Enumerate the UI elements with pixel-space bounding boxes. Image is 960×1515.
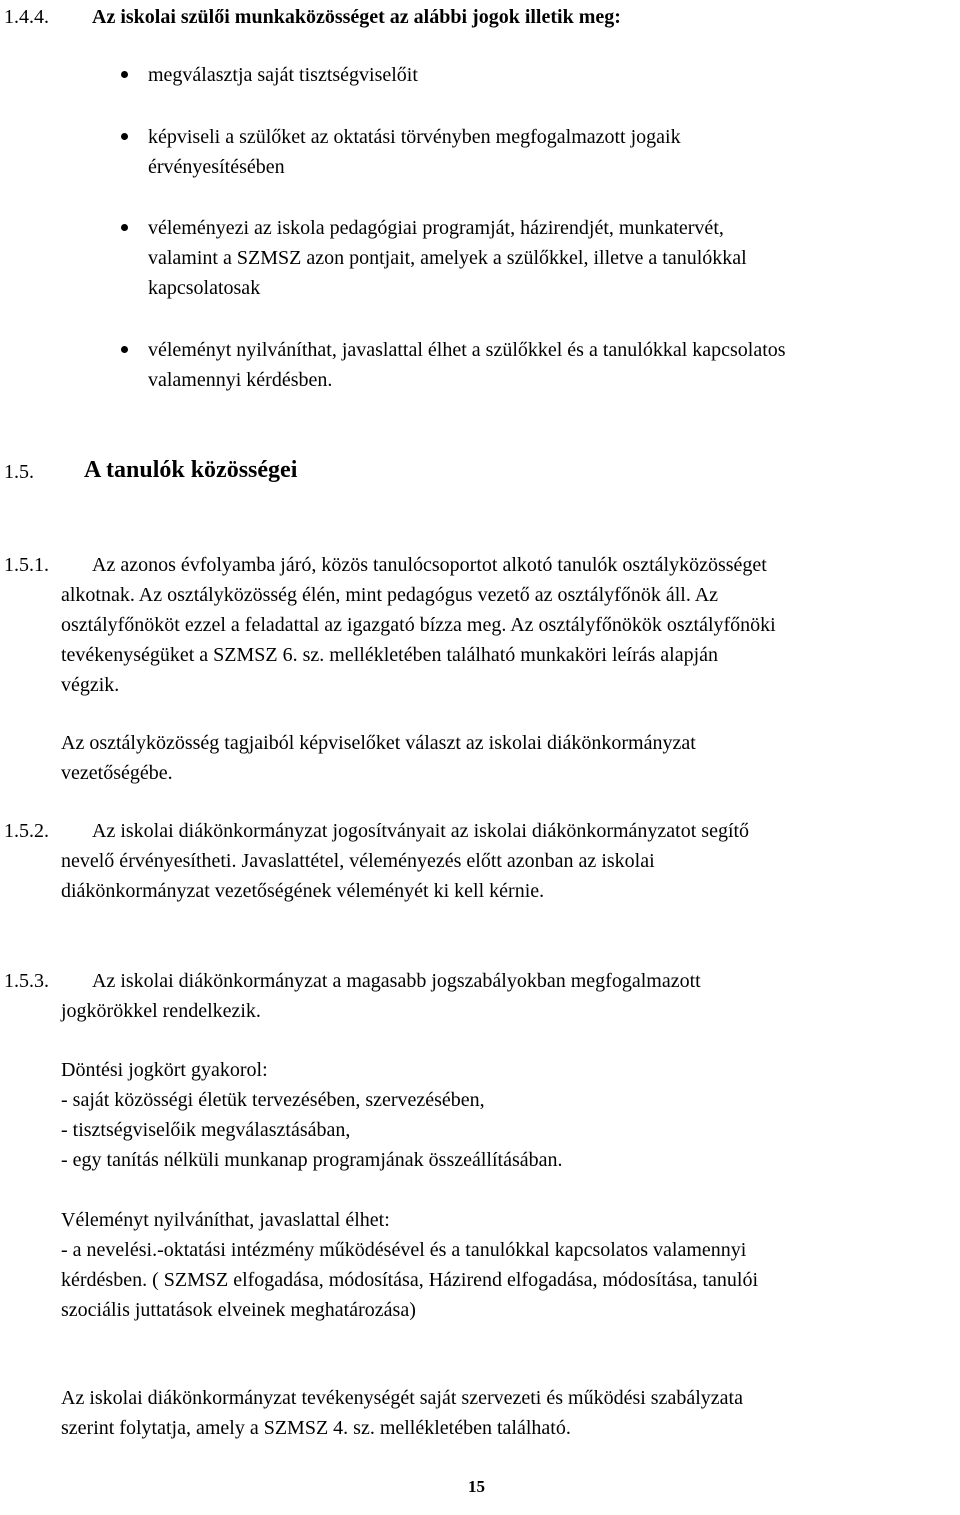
paragraph-line: végzik.	[61, 674, 120, 696]
bullet-icon	[121, 71, 128, 78]
opinion-item: - a nevelési.-oktatási intézmény működésével és a tanulókkal kapcsolatos valamennyi	[61, 1239, 747, 1261]
bullet-text: valamint a SZMSZ azon pontjait, amelyek a szülőkkel, illetve a tanulókkal	[148, 247, 747, 269]
closing-line: Az iskolai diákönkormányzat tevékenységét saját szervezeti és működési szabályzata	[61, 1387, 743, 1409]
bullet-text: valamennyi kérdésben.	[148, 369, 333, 391]
section-1-5-3-number: 1.5.3.	[4, 970, 49, 992]
section-1-5-2-number: 1.5.2.	[4, 820, 49, 842]
paragraph-line: diákönkormányzat vezetőségének véleményét ki kell kérnie.	[61, 880, 545, 902]
paragraph-line: Az osztályközösség tagjaiból képviselőket választ az iskolai diákönkormányzat	[61, 732, 696, 754]
section-1-5-title: A tanulók közösségei	[84, 457, 298, 483]
bullet-text: véleményt nyilváníthat, javaslattal élhet a szülőkkel és a tanulókkal kapcsolatos	[148, 339, 786, 361]
bullet-text: érvényesítésében	[148, 156, 285, 178]
bullet-text: képviseli a szülőket az oktatási törvényben megfogalmazott jogaik	[148, 126, 681, 148]
bullet-icon	[121, 346, 128, 353]
opinion-item: kérdésben. ( SZMSZ elfogadása, módosítása, Házirend elfogadása, módosítása, tanulói	[61, 1269, 759, 1291]
section-1-5-1-number: 1.5.1.	[4, 554, 49, 576]
decision-item: - tisztségviselőik megválasztásában,	[61, 1119, 351, 1141]
decision-heading: Döntési jogkört gyakorol:	[61, 1059, 268, 1081]
paragraph-line: Az azonos évfolyamba járó, közös tanulócsoportot alkotó tanulók osztályközösséget	[92, 554, 767, 576]
section-1-5-number: 1.5.	[4, 461, 34, 483]
paragraph-line: osztályfőnököt ezzel a feladattal az igazgató bízza meg. Az osztályfőnökök osztályfőnöki	[61, 614, 776, 636]
paragraph-line: alkotnak. Az osztályközösség élén, mint pedagógus vezető az osztályfőnök áll. Az	[61, 584, 719, 606]
decision-item: - egy tanítás nélküli munkanap programjának összeállításában.	[61, 1149, 563, 1171]
paragraph-line: vezetőségébe.	[61, 762, 173, 784]
bullet-text: kapcsolatosak	[148, 277, 261, 299]
paragraph-line: tevékenységüket a SZMSZ 6. sz. mellékletében található munkaköri leírás alapján	[61, 644, 719, 666]
section-1-4-4-number: 1.4.4.	[4, 6, 49, 28]
decision-item: - saját közösségi életük tervezésében, szervezésében,	[61, 1089, 485, 1111]
paragraph-line: Az iskolai diákönkormányzat a magasabb jogszabályokban megfogalmazott	[92, 970, 701, 992]
opinion-heading: Véleményt nyilváníthat, javaslattal élhet:	[61, 1209, 390, 1231]
closing-line: szerint folytatja, amely a SZMSZ 4. sz. mellékletében található.	[61, 1417, 571, 1439]
paragraph-line: jogkörökkel rendelkezik.	[61, 1000, 261, 1022]
bullet-icon	[121, 224, 128, 231]
paragraph-line: nevelő érvényesítheti. Javaslattétel, véleményezés előtt azonban az iskolai	[61, 850, 655, 872]
section-1-4-4-title: Az iskolai szülői munkaközösséget az alábbi jogok illetik meg:	[92, 6, 621, 28]
bullet-icon	[121, 133, 128, 140]
paragraph-line: Az iskolai diákönkormányzat jogosítványait az iskolai diákönkormányzatot segítő	[92, 820, 750, 842]
opinion-item: szociális juttatások elveinek meghatározása)	[61, 1299, 416, 1321]
bullet-text: véleményezi az iskola pedagógiai programját, házirendjét, munkatervét,	[148, 217, 724, 239]
page-number: 15	[468, 1477, 485, 1496]
bullet-text: megválasztja saját tisztségviselőit	[148, 64, 418, 86]
